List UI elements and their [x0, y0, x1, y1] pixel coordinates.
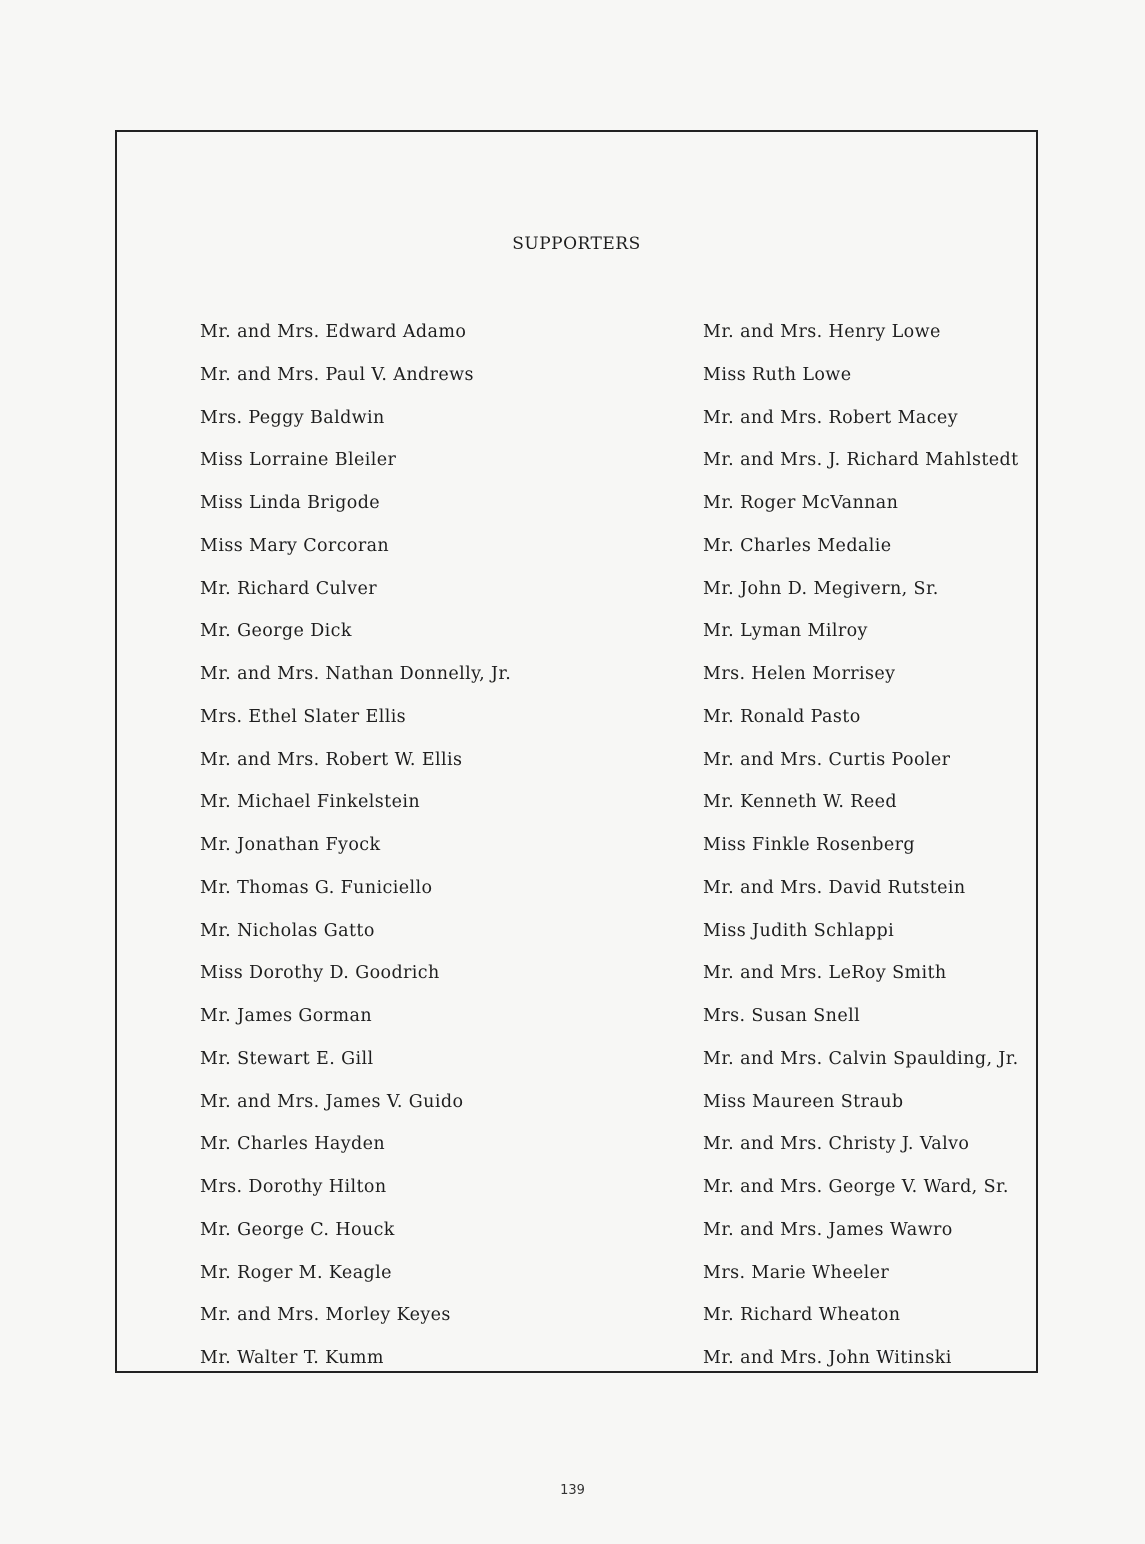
- supporter-name: Mr. John D. Megivern, Sr.: [703, 578, 939, 599]
- supporter-name: Mr. George Dick: [200, 621, 352, 642]
- supporter-name: Mr. Roger McVannan: [703, 493, 899, 513]
- supporter-name: Mr. Lyman Milroy: [703, 621, 868, 642]
- supporters-right-column: [703, 316, 1043, 1385]
- supporter-name: Miss Maureen Straub: [703, 1091, 904, 1112]
- supporter-name: Mr. Kenneth W. Reed: [703, 792, 897, 813]
- supporter-name: Mrs. Ethel Slater Ellis: [200, 706, 407, 727]
- supporters-left-column: [200, 316, 680, 1385]
- supporter-name: Mr. and Mrs. J. Richard Mahlstedt: [703, 450, 1019, 471]
- page-title: SUPPORTERS: [512, 234, 641, 254]
- supporter-name: Mr. and Mrs. Robert Macey: [703, 407, 958, 428]
- supporter-name: Miss Ruth Lowe: [703, 364, 852, 385]
- supporter-name: Mrs. Helen Morrisey: [703, 664, 896, 684]
- supporter-name: Mrs. Susan Snell: [703, 1006, 861, 1026]
- supporter-name: Mr. and Mrs. James V. Guido: [200, 1091, 464, 1112]
- supporter-name: Mr. and Mrs. Morley Keyes: [200, 1305, 451, 1326]
- supporter-name: Mr. Charles Medalie: [703, 535, 892, 556]
- supporter-name: Mr. Ronald Pasto: [703, 706, 861, 727]
- supporter-name: Mrs. Marie Wheeler: [703, 1262, 890, 1283]
- supporter-name: Mr. George C. Houck: [200, 1219, 395, 1240]
- supporter-name: Mr. Nicholas Gatto: [200, 920, 375, 941]
- supporter-name: Miss Lorraine Bleiler: [200, 450, 397, 471]
- supporter-name: Miss Finkle Rosenberg: [703, 835, 916, 855]
- supporter-name: Mr. Walter T. Kumm: [200, 1348, 384, 1368]
- supporter-name: Mr. and Mrs. George V. Ward, Sr.: [703, 1177, 1009, 1197]
- page-number: 139: [560, 1483, 585, 1498]
- supporter-name: Mr. Michael Finkelstein: [200, 792, 421, 813]
- supporter-name: Mr. Richard Wheaton: [703, 1305, 901, 1326]
- supporter-name: Miss Linda Brigode: [200, 493, 381, 513]
- supporter-name: Mr. Richard Culver: [200, 578, 377, 599]
- supporter-name: Mr. Stewart E. Gill: [200, 1048, 374, 1069]
- supporter-name: Mr. Thomas G. Funiciello: [200, 877, 433, 898]
- supporter-name: Mr. and Mrs. Nathan Donnelly, Jr.: [200, 664, 512, 684]
- supporter-name: Mr. and Mrs. Paul V. Andrews: [200, 364, 474, 385]
- supporters-frame: [115, 130, 1038, 1373]
- supporter-name: Mr. Charles Hayden: [200, 1134, 386, 1155]
- supporter-name: Mr. and Mrs. John Witinski: [703, 1348, 952, 1368]
- supporter-name: Mr. and Mrs. Christy J. Valvo: [703, 1134, 970, 1155]
- supporter-name: Mr. and Mrs. Curtis Pooler: [703, 749, 951, 770]
- supporter-name: Miss Mary Corcoran: [200, 535, 390, 556]
- supporter-name: Mrs. Peggy Baldwin: [200, 407, 385, 428]
- supporter-name: Miss Judith Schlappi: [703, 920, 895, 941]
- supporter-name: Mr. and Mrs. Calvin Spaulding, Jr.: [703, 1048, 1019, 1069]
- supporter-name: Mr. James Gorman: [200, 1006, 373, 1026]
- supporter-name: Mr. and Mrs. Robert W. Ellis: [200, 749, 463, 770]
- supporter-name: Miss Dorothy D. Goodrich: [200, 963, 440, 984]
- supporter-name: Mr. and Mrs. LeRoy Smith: [703, 963, 947, 984]
- supporter-name: Mrs. Dorothy Hilton: [200, 1177, 387, 1197]
- supporter-name: Mr. Roger M. Keagle: [200, 1262, 392, 1283]
- supporter-name: Mr. and Mrs. James Wawro: [703, 1219, 953, 1240]
- supporter-name: Mr. and Mrs. Edward Adamo: [200, 322, 467, 342]
- supporter-name: Mr. and Mrs. David Rutstein: [703, 877, 966, 898]
- supporter-name: Mr. and Mrs. Henry Lowe: [703, 322, 941, 342]
- supporter-name: Mr. Jonathan Fyock: [200, 835, 381, 855]
